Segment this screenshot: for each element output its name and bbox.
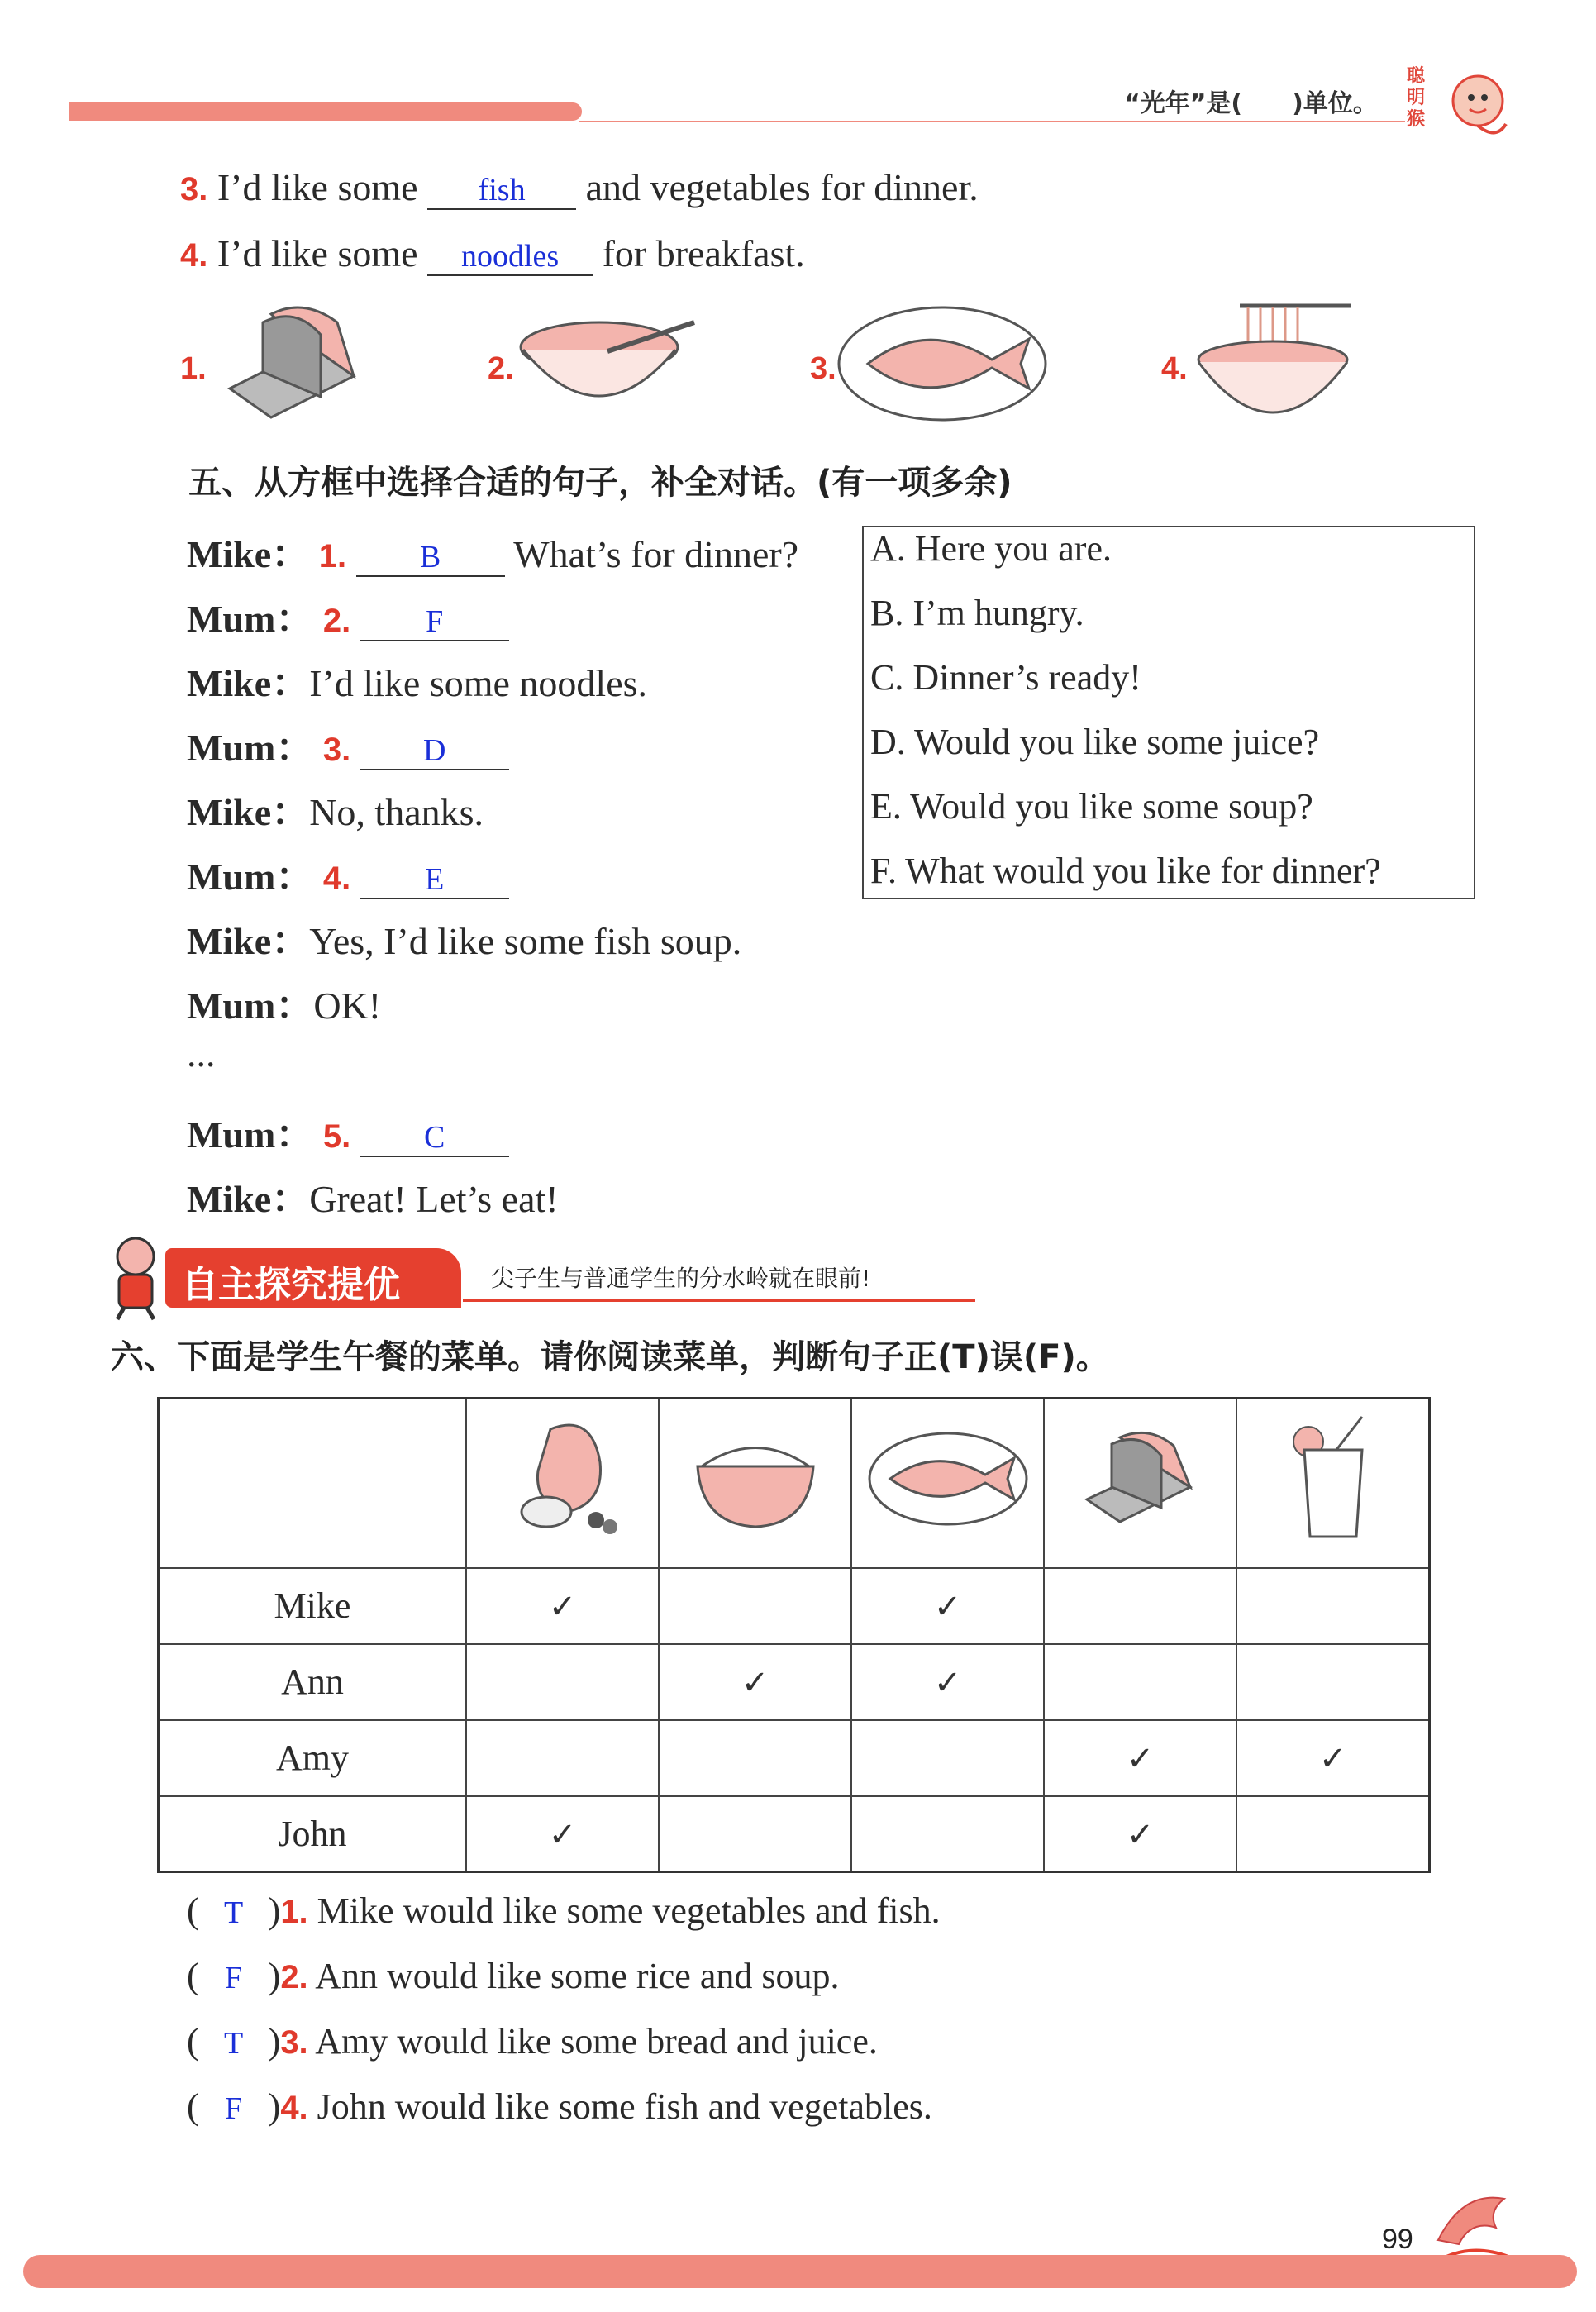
table-row [159,1568,1430,1644]
answer-blank[interactable]: E [360,861,509,899]
check-cell [466,1644,659,1720]
check-cell [851,1568,1044,1644]
table-row [159,1796,1430,1872]
check-cell [659,1796,851,1872]
check-cell [1044,1720,1236,1796]
tf-answer[interactable]: F [225,2091,243,2126]
tf-statement: ( F )2. Ann would like some rice and soup. [187,1956,840,1996]
fill-sentence-4: 4. I’d like some noodles for breakfast. [180,232,805,274]
check-cell [466,1796,659,1872]
student-name: John [159,1796,467,1872]
header-note: “光年”是( )单位。 [1124,89,1378,118]
dialogue-ellipsis: ... [187,1032,216,1075]
options-box [862,526,1475,899]
check-mark: ✓ [933,1588,962,1626]
tf-answer[interactable]: T [224,1895,244,1930]
fish-plate-icon [835,302,1050,426]
option-item: F. What would you like for dinner? [870,851,1381,891]
dolphin-icon [1430,2182,1521,2265]
dialogue-line: Mike：No, thanks. [187,791,484,833]
tf-statement: ( T )1. Mike would like some vegetables and fish. [187,1890,941,1931]
dialogue-line: Mike： 1. B What’s for dinner? [187,533,799,575]
picture-label: 3. [810,351,836,386]
table-header-cell [659,1399,851,1568]
dialogue-line: Mike：Yes, I’d like some fish soup. [187,920,742,962]
fish-plate-icon [865,1425,1031,1533]
option-item: C. Dinner’s ready! [870,657,1141,698]
table-header-row [159,1399,1430,1568]
answer-blank[interactable]: C [360,1119,509,1157]
check-mark: ✓ [548,1815,577,1854]
answer-blank[interactable]: B [356,539,505,577]
section-5-title: 五、从方框中选择合适的句子，补全对话。(有一项多余) [188,464,1012,502]
check-mark: ✓ [1126,1740,1155,1778]
header-line [579,121,1405,122]
rice-bowl-icon [685,1421,826,1537]
noodles-bowl-icon [1190,298,1355,434]
check-cell [1236,1796,1430,1872]
dialogue-line: Mum：OK! [187,984,382,1027]
bread-icon [213,298,379,430]
tf-answer[interactable]: T [224,2026,244,2061]
brand-logo [1405,58,1513,149]
check-cell [1236,1720,1430,1796]
option-item: E. Would you like some soup? [870,786,1313,827]
table-header-cell [466,1399,659,1568]
dialogue-line: Mike：I’d like some noodles. [187,662,648,704]
banner-title: 自主探究提优 [182,1264,400,1306]
fill-sentence-3: 3. I’d like some fish and vegetables for dinner. [180,166,979,208]
check-cell [466,1720,659,1796]
banner-subtitle: 尖子生与普通学生的分水岭就在眼前! [491,1265,871,1292]
answer-blank[interactable]: noodles [427,238,593,276]
juice-glass-icon [1284,1413,1383,1545]
answer-blank[interactable]: fish [427,172,576,210]
check-cell [851,1720,1044,1796]
table-corner-cell [159,1399,467,1568]
table-header-cell [1044,1399,1236,1568]
brand-name: 聪明猴 [1407,66,1426,130]
table-row [159,1720,1430,1796]
table-header-cell [851,1399,1044,1568]
section-6-title: 六、下面是学生午餐的菜单。请你阅读菜单，判断句子正(T)误(F)。 [111,1338,1109,1376]
vegetables-icon [501,1413,625,1545]
check-cell [851,1796,1044,1872]
picture-label: 2. [488,351,514,386]
option-item: A. Here you are. [870,528,1112,569]
check-cell [659,1720,851,1796]
option-item: D. Would you like some juice? [870,722,1320,762]
check-mark: ✓ [933,1664,962,1702]
soup-bowl-icon [517,310,707,417]
check-cell [466,1568,659,1644]
page-number: 99 [1382,2224,1413,2255]
student-name: Mike [159,1568,467,1644]
check-cell [1044,1568,1236,1644]
check-cell [659,1568,851,1644]
check-mark: ✓ [741,1664,769,1702]
dialogue-line: Mum： 5. C [187,1104,509,1159]
header-bar [69,102,582,121]
tf-statement: ( F )4. John would like some fish and vegetables. [187,2086,932,2127]
check-cell [1236,1568,1430,1644]
check-cell [1044,1796,1236,1872]
bread-icon [1074,1421,1207,1537]
table-header-cell [1236,1399,1430,1568]
check-cell [1236,1644,1430,1720]
dialogue-line: Mum： 3. D [187,717,509,772]
picture-label: 1. [180,351,207,386]
dialogue-line: Mum： 4. E [187,846,509,901]
student-name: Amy [159,1720,467,1796]
check-cell [1044,1644,1236,1720]
check-mark: ✓ [548,1588,577,1626]
dialogue-line: Mum： 2. F [187,589,509,643]
check-cell [659,1644,851,1720]
dialogue-line: Mike：Great! Let’s eat! [187,1178,559,1220]
tf-answer[interactable]: F [225,1961,243,1995]
check-cell [851,1644,1044,1720]
answer-blank[interactable]: F [360,603,509,641]
mascot-icon [106,1232,165,1323]
check-mark: ✓ [1318,1740,1347,1778]
check-mark: ✓ [1126,1815,1155,1854]
student-name: Ann [159,1644,467,1720]
banner-line [463,1299,975,1302]
tf-statement: ( T )3. Amy would like some bread and juice. [187,2021,878,2062]
banner [165,1248,461,1308]
answer-blank[interactable]: D [360,732,509,770]
menu-table [157,1397,1431,1873]
option-item: B. I’m hungry. [870,593,1084,633]
picture-label: 4. [1161,351,1188,386]
table-row [159,1644,1430,1720]
footer-bar [23,2255,1577,2288]
